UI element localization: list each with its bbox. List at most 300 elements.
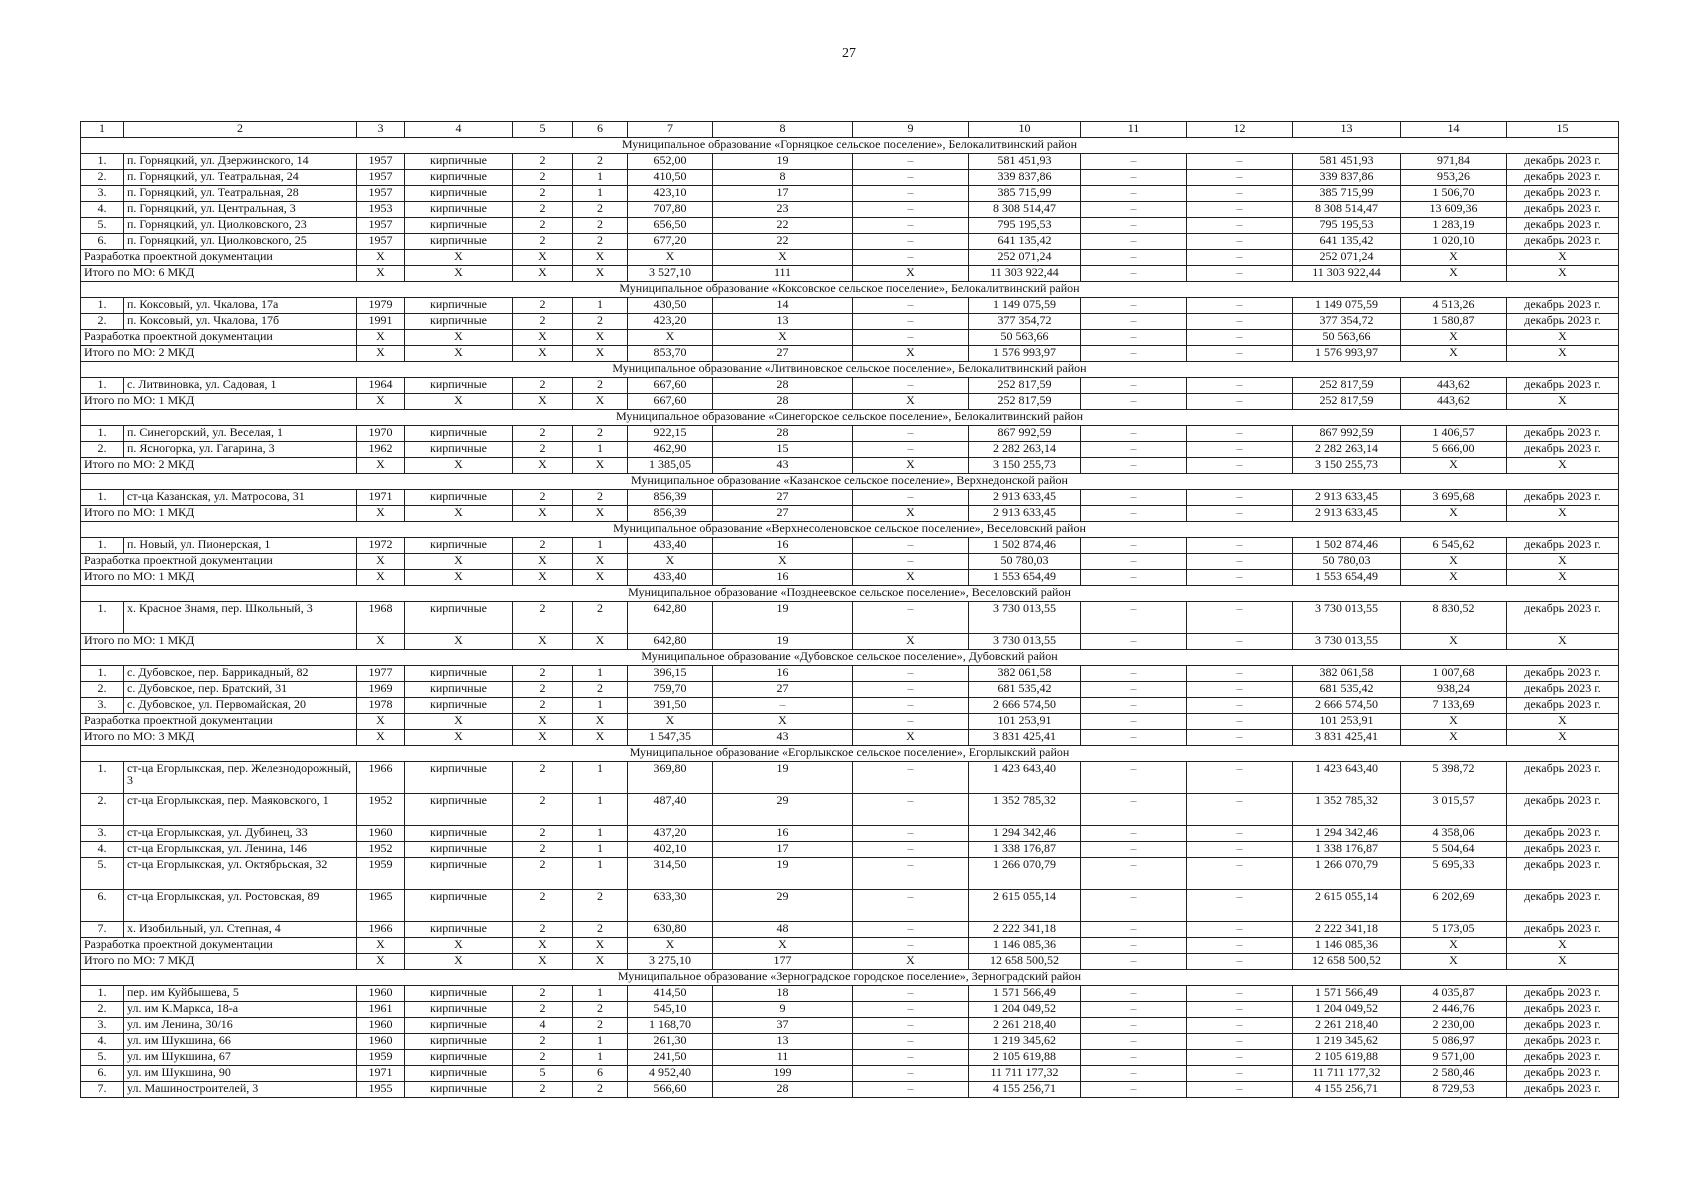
table-cell: –	[1081, 346, 1187, 362]
table-cell: X	[853, 346, 969, 362]
table-cell: 2	[513, 666, 573, 682]
table-cell: X	[573, 250, 628, 266]
table-cell: X	[405, 250, 513, 266]
table-cell: 3 730 013,55	[1293, 602, 1401, 634]
table-cell: X	[357, 570, 405, 586]
column-number-cell: 2	[124, 122, 357, 138]
table-cell: 28	[713, 394, 853, 410]
table-cell: 2	[513, 298, 573, 314]
table-cell: 1979	[357, 298, 405, 314]
table-cell: –	[1187, 602, 1293, 634]
table-cell: 27	[713, 506, 853, 522]
table-cell: 2	[573, 890, 628, 922]
table-cell: X	[628, 714, 713, 730]
table-cell: X	[1507, 330, 1619, 346]
table-cell: 1966	[357, 922, 405, 938]
table-cell: 2	[513, 794, 573, 826]
table-cell: кирпичные	[405, 762, 513, 794]
table-cell: –	[1187, 1018, 1293, 1034]
table-cell: 241,50	[628, 1050, 713, 1066]
table-cell: кирпичные	[405, 858, 513, 890]
section-header-row	[81, 522, 1619, 538]
table-cell: декабрь 2023 г.	[1507, 298, 1619, 314]
table-cell: –	[1081, 858, 1187, 890]
table-cell: 50 780,03	[1293, 554, 1401, 570]
table-cell: 667,60	[628, 394, 713, 410]
address-cell: ст-ца Егорлыкская, пер. Маяковского, 1	[124, 794, 357, 826]
table-row	[81, 1002, 1619, 1018]
table-cell: 19	[713, 858, 853, 890]
table-cell: 1 219 345,62	[1293, 1034, 1401, 1050]
table-cell: –	[1187, 554, 1293, 570]
table-cell: 2 615 055,14	[1293, 890, 1401, 922]
table-cell: –	[1081, 458, 1187, 474]
table-cell: 2	[573, 314, 628, 330]
table-cell: X	[1401, 554, 1507, 570]
table-cell: –	[1081, 1002, 1187, 1018]
table-cell: 6	[573, 1066, 628, 1082]
table-cell: 13 609,36	[1401, 202, 1507, 218]
table-cell: 2	[513, 186, 573, 202]
table-cell: –	[1187, 922, 1293, 938]
table-cell: 385 715,99	[1293, 186, 1401, 202]
table-cell: 1965	[357, 890, 405, 922]
table-cell: 856,39	[628, 506, 713, 522]
table-cell: 19	[713, 634, 853, 650]
table-row	[81, 1082, 1619, 1098]
summary-row	[81, 570, 1619, 586]
table-cell: 1	[573, 1050, 628, 1066]
table-cell: декабрь 2023 г.	[1507, 890, 1619, 922]
table-cell: 1978	[357, 698, 405, 714]
table-cell: X	[357, 506, 405, 522]
column-number-cell: 9	[853, 122, 969, 138]
table-cell: –	[853, 682, 969, 698]
table-cell: 1 338 176,87	[969, 842, 1081, 858]
table-cell: X	[1401, 938, 1507, 954]
table-cell: 1.	[81, 666, 124, 682]
table-cell: 369,80	[628, 762, 713, 794]
address-cell: ст-ца Казанская, ул. Матросова, 31	[124, 490, 357, 506]
table-cell: кирпичные	[405, 1034, 513, 1050]
table-cell: 4 952,40	[628, 1066, 713, 1082]
table-cell: X	[1401, 346, 1507, 362]
table-cell: –	[853, 170, 969, 186]
address-cell: ул. им К.Маркса, 18-а	[124, 1002, 357, 1018]
table-cell: 677,20	[628, 234, 713, 250]
table-cell: 1957	[357, 154, 405, 170]
table-cell: X	[357, 938, 405, 954]
table-cell: –	[853, 490, 969, 506]
table-cell: X	[405, 634, 513, 650]
table-cell: –	[853, 666, 969, 682]
table-cell: –	[1081, 442, 1187, 458]
address-cell: п. Коксовый, ул. Чкалова, 17б	[124, 314, 357, 330]
table-cell: 4.	[81, 842, 124, 858]
table-cell: декабрь 2023 г.	[1507, 666, 1619, 682]
table-cell: 2	[513, 218, 573, 234]
address-cell: ул. им Шукшина, 67	[124, 1050, 357, 1066]
table-cell: X	[513, 394, 573, 410]
table-cell: 7 133,69	[1401, 698, 1507, 714]
table-cell: –	[1081, 1066, 1187, 1082]
table-cell: 2	[573, 378, 628, 394]
summary-row	[81, 554, 1619, 570]
table-cell: X	[405, 730, 513, 746]
table-cell: X	[1507, 266, 1619, 282]
table-cell: 382 061,58	[969, 666, 1081, 682]
table-cell: 111	[713, 266, 853, 282]
summary-label: Итого по МО: 7 МКД	[81, 954, 357, 970]
summary-row	[81, 330, 1619, 346]
table-cell: 1977	[357, 666, 405, 682]
table-cell: 681 535,42	[1293, 682, 1401, 698]
column-number-row	[81, 122, 1619, 138]
table-cell: 1.	[81, 490, 124, 506]
table-row	[81, 234, 1619, 250]
table-cell: 339 837,86	[1293, 170, 1401, 186]
table-cell: 2 261 218,40	[1293, 1018, 1401, 1034]
table-cell: 652,00	[628, 154, 713, 170]
table-cell: 261,30	[628, 1034, 713, 1050]
summary-row	[81, 266, 1619, 282]
address-cell: ул. им Шукшина, 90	[124, 1066, 357, 1082]
table-cell: кирпичные	[405, 426, 513, 442]
table-cell: 641 135,42	[1293, 234, 1401, 250]
table-cell: 14	[713, 298, 853, 314]
table-cell: 1 423 643,40	[1293, 762, 1401, 794]
section-title: Муниципальное образование «Дубовское сельское поселение», Дубовский район	[81, 650, 1619, 666]
table-cell: –	[1081, 682, 1187, 698]
table-cell: –	[1081, 218, 1187, 234]
table-cell: X	[1401, 714, 1507, 730]
table-row	[81, 602, 1619, 634]
table-cell: 16	[713, 666, 853, 682]
column-number-cell: 5	[513, 122, 573, 138]
section-title: Муниципальное образование «Верхнесоленовское сельское поселение», Веселовский район	[81, 522, 1619, 538]
table-cell: 11 303 922,44	[1293, 266, 1401, 282]
table-cell: –	[1081, 154, 1187, 170]
table-cell: 27	[713, 346, 853, 362]
table-cell: 339 837,86	[969, 170, 1081, 186]
table-cell: 2 282 263,14	[1293, 442, 1401, 458]
table-cell: 5 666,00	[1401, 442, 1507, 458]
table-cell: –	[1187, 298, 1293, 314]
table-cell: –	[853, 794, 969, 826]
table-row	[81, 1034, 1619, 1050]
table-cell: декабрь 2023 г.	[1507, 842, 1619, 858]
table-cell: 1 502 874,46	[969, 538, 1081, 554]
table-cell: кирпичные	[405, 682, 513, 698]
table-cell: 2 282 263,14	[969, 442, 1081, 458]
table-cell: 2.	[81, 1002, 124, 1018]
table-cell: 1961	[357, 1002, 405, 1018]
table-cell: кирпичные	[405, 794, 513, 826]
table-cell: 2	[513, 762, 573, 794]
column-number-cell: 15	[1507, 122, 1619, 138]
table-cell: X	[1401, 634, 1507, 650]
table-cell: 1 571 566,49	[969, 986, 1081, 1002]
table-cell: 2	[573, 154, 628, 170]
column-number-cell: 12	[1187, 122, 1293, 138]
table-cell: 1969	[357, 682, 405, 698]
table-cell: –	[853, 1002, 969, 1018]
table-row	[81, 858, 1619, 890]
table-cell: 1 294 342,46	[969, 826, 1081, 842]
table-cell: 382 061,58	[1293, 666, 1401, 682]
table-cell: X	[405, 938, 513, 954]
table-cell: 2 222 341,18	[969, 922, 1081, 938]
table-cell: –	[1187, 858, 1293, 890]
table-cell: X	[1401, 506, 1507, 522]
table-cell: X	[513, 954, 573, 970]
table-cell: 50 780,03	[969, 554, 1081, 570]
table-cell: 2 230,00	[1401, 1018, 1507, 1034]
table-cell: –	[853, 218, 969, 234]
table-cell: –	[853, 154, 969, 170]
table-cell: –	[1187, 314, 1293, 330]
table-cell: 2	[573, 202, 628, 218]
table-cell: –	[1081, 490, 1187, 506]
table-cell: X	[628, 938, 713, 954]
table-cell: 1957	[357, 234, 405, 250]
table-cell: 3 730 013,55	[969, 634, 1081, 650]
table-cell: X	[405, 506, 513, 522]
table-cell: 642,80	[628, 602, 713, 634]
table-cell: 28	[713, 1082, 853, 1098]
table-cell: 1	[573, 858, 628, 890]
table-cell: –	[1187, 954, 1293, 970]
table-cell: кирпичные	[405, 1082, 513, 1098]
table-cell: –	[1187, 202, 1293, 218]
table-row	[81, 682, 1619, 698]
table-cell: X	[405, 954, 513, 970]
summary-label: Итого по МО: 2 МКД	[81, 458, 357, 474]
table-cell: 2	[513, 1034, 573, 1050]
table-cell: 1	[573, 794, 628, 826]
table-cell: декабрь 2023 г.	[1507, 602, 1619, 634]
table-cell: –	[853, 714, 969, 730]
table-row	[81, 426, 1619, 442]
table-cell: 7.	[81, 922, 124, 938]
table-cell: –	[1081, 954, 1187, 970]
table-cell: кирпичные	[405, 698, 513, 714]
table-cell: X	[853, 634, 969, 650]
table-cell: 1991	[357, 314, 405, 330]
table-cell: X	[405, 570, 513, 586]
table-row	[81, 986, 1619, 1002]
table-cell: 6 202,69	[1401, 890, 1507, 922]
table-cell: 1 149 075,59	[969, 298, 1081, 314]
table-cell: X	[357, 554, 405, 570]
table-cell: 2	[513, 698, 573, 714]
table-cell: X	[405, 346, 513, 362]
table-cell: 759,70	[628, 682, 713, 698]
table-cell: 2	[513, 842, 573, 858]
table-cell: 2	[513, 154, 573, 170]
table-cell: кирпичные	[405, 442, 513, 458]
table-cell: –	[1081, 666, 1187, 682]
table-cell: 641 135,42	[969, 234, 1081, 250]
table-cell: 1	[573, 762, 628, 794]
table-cell: 2 222 341,18	[1293, 922, 1401, 938]
table-cell: декабрь 2023 г.	[1507, 154, 1619, 170]
table-cell: –	[1081, 698, 1187, 714]
address-cell: х. Красное Знамя, пер. Школьный, 3	[124, 602, 357, 634]
table-cell: X	[573, 346, 628, 362]
table-cell: X	[573, 634, 628, 650]
table-cell: 2 666 574,50	[1293, 698, 1401, 714]
table-cell: 1960	[357, 1034, 405, 1050]
column-number-cell: 7	[628, 122, 713, 138]
table-cell: X	[405, 330, 513, 346]
section-title: Муниципальное образование «Синегорское сельское поселение», Белокалитвинский район	[81, 410, 1619, 426]
table-cell: 16	[713, 538, 853, 554]
summary-label: Разработка проектной документации	[81, 554, 357, 570]
table-cell: кирпичные	[405, 1002, 513, 1018]
table-cell: кирпичные	[405, 602, 513, 634]
table-row	[81, 202, 1619, 218]
table-cell: 6.	[81, 890, 124, 922]
table-cell: 3 527,10	[628, 266, 713, 282]
table-cell: 2	[513, 858, 573, 890]
table-cell: 2	[513, 1082, 573, 1098]
table-cell: 3 730 013,55	[969, 602, 1081, 634]
table-cell: X	[513, 250, 573, 266]
table-cell: –	[853, 826, 969, 842]
section-title: Муниципальное образование «Горняцкое сельское поселение», Белокалитвинский район	[81, 138, 1619, 154]
table-cell: 1957	[357, 186, 405, 202]
table-cell: –	[1081, 730, 1187, 746]
table-cell: 3 831 425,41	[969, 730, 1081, 746]
table-cell: 2 580,46	[1401, 1066, 1507, 1082]
table-cell: X	[1401, 730, 1507, 746]
table-cell: 2	[513, 602, 573, 634]
table-row	[81, 666, 1619, 682]
table-cell: –	[1187, 698, 1293, 714]
table-cell: –	[1187, 730, 1293, 746]
table-cell: X	[357, 458, 405, 474]
address-cell: п. Горняцкий, ул. Циолковского, 23	[124, 218, 357, 234]
table-cell: 922,15	[628, 426, 713, 442]
table-cell: 29	[713, 890, 853, 922]
table-cell: 2 446,76	[1401, 1002, 1507, 1018]
table-cell: 252 817,59	[1293, 394, 1401, 410]
table-cell: 2	[573, 218, 628, 234]
table-cell: –	[1187, 714, 1293, 730]
table-cell: X	[513, 458, 573, 474]
summary-label: Итого по МО: 2 МКД	[81, 346, 357, 362]
table-cell: –	[1081, 634, 1187, 650]
table-cell: 867 992,59	[969, 426, 1081, 442]
table-cell: –	[1081, 170, 1187, 186]
table-cell: 423,20	[628, 314, 713, 330]
table-cell: X	[573, 394, 628, 410]
table-cell: 2 666 574,50	[969, 698, 1081, 714]
table-cell: 2.	[81, 682, 124, 698]
table-cell: 23	[713, 202, 853, 218]
table-cell: 1 352 785,32	[969, 794, 1081, 826]
section-title: Муниципальное образование «Позднеевское сельское поселение», Веселовский район	[81, 586, 1619, 602]
table-cell: X	[573, 714, 628, 730]
table-cell: –	[1081, 426, 1187, 442]
table-cell: X	[628, 330, 713, 346]
table-cell: 1	[573, 986, 628, 1002]
table-cell: декабрь 2023 г.	[1507, 202, 1619, 218]
table-cell: 2 105 619,88	[969, 1050, 1081, 1066]
summary-label: Итого по МО: 3 МКД	[81, 730, 357, 746]
table-cell: 3.	[81, 186, 124, 202]
table-cell: X	[513, 506, 573, 522]
table-cell: кирпичные	[405, 298, 513, 314]
table-cell: кирпичные	[405, 1066, 513, 1082]
table-cell: X	[405, 394, 513, 410]
table-cell: 27	[713, 682, 853, 698]
address-cell: п. Коксовый, ул. Чкалова, 17а	[124, 298, 357, 314]
table-cell: 433,40	[628, 570, 713, 586]
table-cell: 5 504,64	[1401, 842, 1507, 858]
table-cell: –	[853, 1018, 969, 1034]
table-cell: 867 992,59	[1293, 426, 1401, 442]
summary-label: Итого по МО: 6 МКД	[81, 266, 357, 282]
table-cell: 2 615 055,14	[969, 890, 1081, 922]
table-cell: X	[1507, 250, 1619, 266]
table-cell: 9	[713, 1002, 853, 1018]
table-cell: кирпичные	[405, 186, 513, 202]
table-cell: 1 020,10	[1401, 234, 1507, 250]
table-cell: 4.	[81, 202, 124, 218]
table-cell: 1	[573, 538, 628, 554]
address-cell: х. Изобильный, ул. Степная, 4	[124, 922, 357, 938]
table-cell: 2	[573, 1018, 628, 1034]
table-cell: X	[713, 938, 853, 954]
table-cell: декабрь 2023 г.	[1507, 1066, 1619, 1082]
table-cell: X	[513, 554, 573, 570]
table-cell: X	[357, 730, 405, 746]
table-cell: 423,10	[628, 186, 713, 202]
table-cell: –	[1187, 442, 1293, 458]
table-cell: –	[1081, 602, 1187, 634]
table-cell: декабрь 2023 г.	[1507, 170, 1619, 186]
table-cell: 1972	[357, 538, 405, 554]
column-number-cell: 1	[81, 122, 124, 138]
summary-label: Итого по МО: 1 МКД	[81, 570, 357, 586]
table-cell: 2	[513, 1002, 573, 1018]
table-cell: 795 195,53	[969, 218, 1081, 234]
address-cell: с. Дубовское, пер. Братский, 31	[124, 682, 357, 698]
table-cell: 1 266 070,79	[969, 858, 1081, 890]
table-cell: 2	[513, 170, 573, 186]
table-cell: 2	[513, 490, 573, 506]
table-cell: 11 711 177,32	[1293, 1066, 1401, 1082]
table-cell: 1	[573, 666, 628, 682]
table-cell: декабрь 2023 г.	[1507, 1002, 1619, 1018]
address-cell: ул. им Ленина, 30/16	[124, 1018, 357, 1034]
table-cell: 487,40	[628, 794, 713, 826]
table-cell: 2 913 633,45	[969, 506, 1081, 522]
table-cell: 385 715,99	[969, 186, 1081, 202]
column-number-cell: 10	[969, 122, 1081, 138]
table-cell: кирпичные	[405, 986, 513, 1002]
table-row	[81, 186, 1619, 202]
table-cell: X	[1507, 394, 1619, 410]
section-header-row	[81, 410, 1619, 426]
table-cell: –	[853, 890, 969, 922]
table-cell: X	[357, 346, 405, 362]
table-cell: 2	[513, 1050, 573, 1066]
table-cell: 1 385,05	[628, 458, 713, 474]
table-cell: –	[853, 186, 969, 202]
